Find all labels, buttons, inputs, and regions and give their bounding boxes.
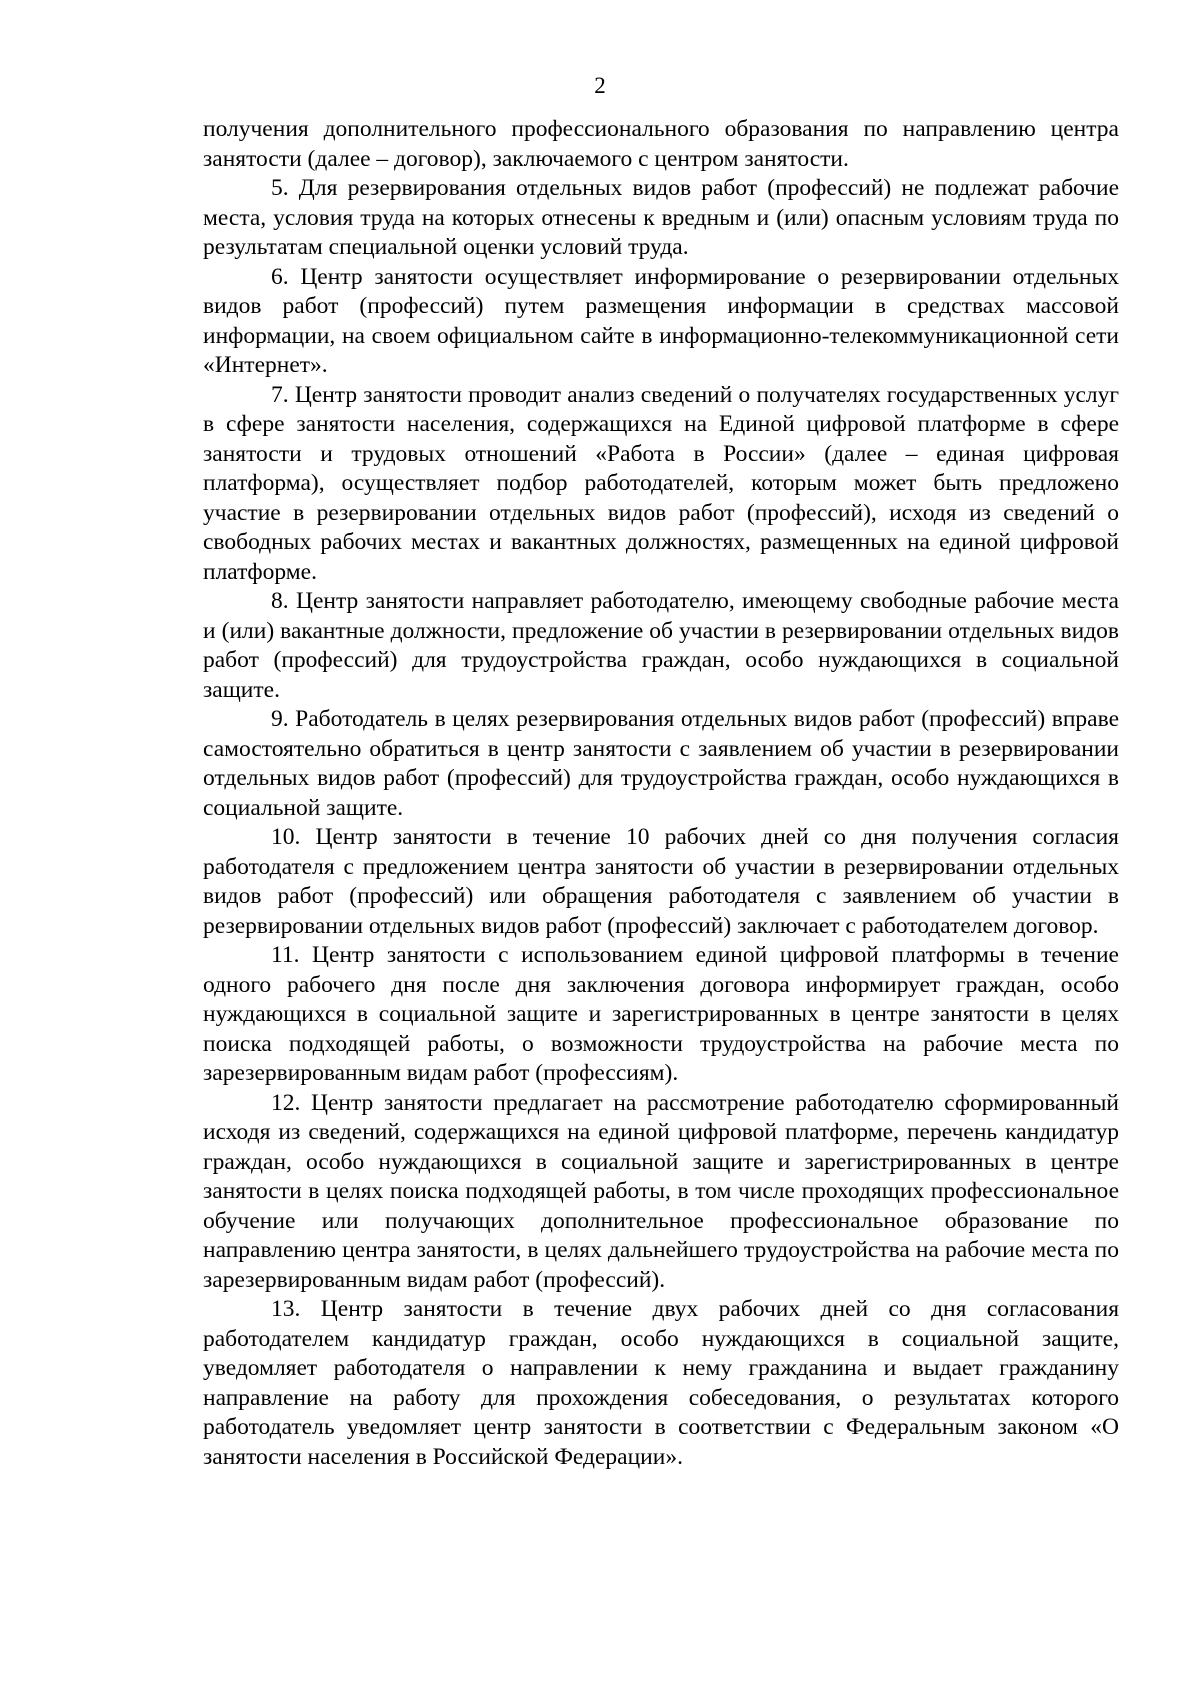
paragraph-item-8: 8. Центр занятости направляет работодателю, имеющему свободные рабочие места и (или) вакантные должности, предложение об участии в резервировании отдельных видов работ (профессий) для трудоустройства граждан, особо нуждающихся в социальной защите.	[203, 588, 1119, 703]
paragraph-item-6: 6. Центр занятости осуществляет информирование о резервировании отдельных видов работ (профессий) путем размещения информации в средствах массовой информации, на своем официальном сайте в информационно-телекоммуникационной сети «Интернет».	[203, 263, 1119, 378]
paragraph-item-12: 12. Центр занятости предлагает на рассмотрение работодателю сформированный исходя из сведений, содержащихся на единой цифровой платформе, перечень кандидатур граждан, особо нуждающихся в социальной защите и зарегистрированных в центре занятости в целях поиска подходящей работы, в том числе проходящих профессиональное обучение или получающих дополнительное профессиональное образование по направлению центра занятости, в целях дальнейшего трудоустройства на рабочие места по зарезервированным видам работ (профессий).	[203, 1089, 1119, 1293]
page-number: 2	[594, 73, 606, 98]
paragraph-item-13: 13. Центр занятости в течение двух рабочих дней со дня согласования работодателем кандидатур граждан, особо нуждающихся в социальной защите, уведомляет работодателя о направлении к нему гражданина и выдает гражданину направление на работу для прохождения собеседования, о результатах которого работодатель уведомляет центр занятости в соответствии с Федеральным законом «О занятости населения в Российской Федерации».	[203, 1296, 1119, 1470]
paragraph-item-5: 5. Для резервирования отдельных видов работ (профессий) не подлежат рабочие места, условия труда на которых отнесены к вредным и (или) опасным условиям труда по результатам специальной оценки условий труда.	[203, 175, 1119, 260]
document-body	[203, 115, 1119, 1472]
paragraph-item-10: 10. Центр занятости в течение 10 рабочих дней со дня получения согласия работодателя с предложением центра занятости об участии в резервировании отдельных видов работ (профессий) или обращения работодателя с заявлением об участии в резервировании отдельных видов работ (профессий) заключает с работодателем договор.	[203, 824, 1119, 939]
paragraph-item-9: 9. Работодатель в целях резервирования отдельных видов работ (профессий) вправе самостоятельно обратиться в центр занятости с заявлением об участии в резервировании отдельных видов работ (профессий) для трудоустройства граждан, особо нуждающихся в социальной защите.	[203, 706, 1119, 821]
paragraph-item-7: 7. Центр занятости проводит анализ сведений о получателях государственных услуг в сфере занятости населения, содержащихся на Единой цифровой платформе в сфере занятости и трудовых отношений «Работа в России» (далее – единая цифровая платформа), осуществляет подбор работодателей, которым может быть предложено участие в резервировании отдельных видов работ (профессий), исходя из сведений о свободных рабочих местах и вакантных должностях, размещенных на единой цифровой платформе.	[203, 381, 1119, 585]
paragraph-item-11: 11. Центр занятости с использованием единой цифровой платформы в течение одного рабочего дня после дня заключения договора информирует граждан, особо нуждающихся в социальной защите и зарегистрированных в центре занятости в целях поиска подходящей работы, о возможности трудоустройства на рабочие места по зарезервированным видам работ (профессиям).	[203, 942, 1119, 1086]
paragraph-continuation: получения дополнительного профессионального образования по направлению центра занятости (далее – договор), заключаемого с центром занятости.	[203, 116, 1119, 172]
